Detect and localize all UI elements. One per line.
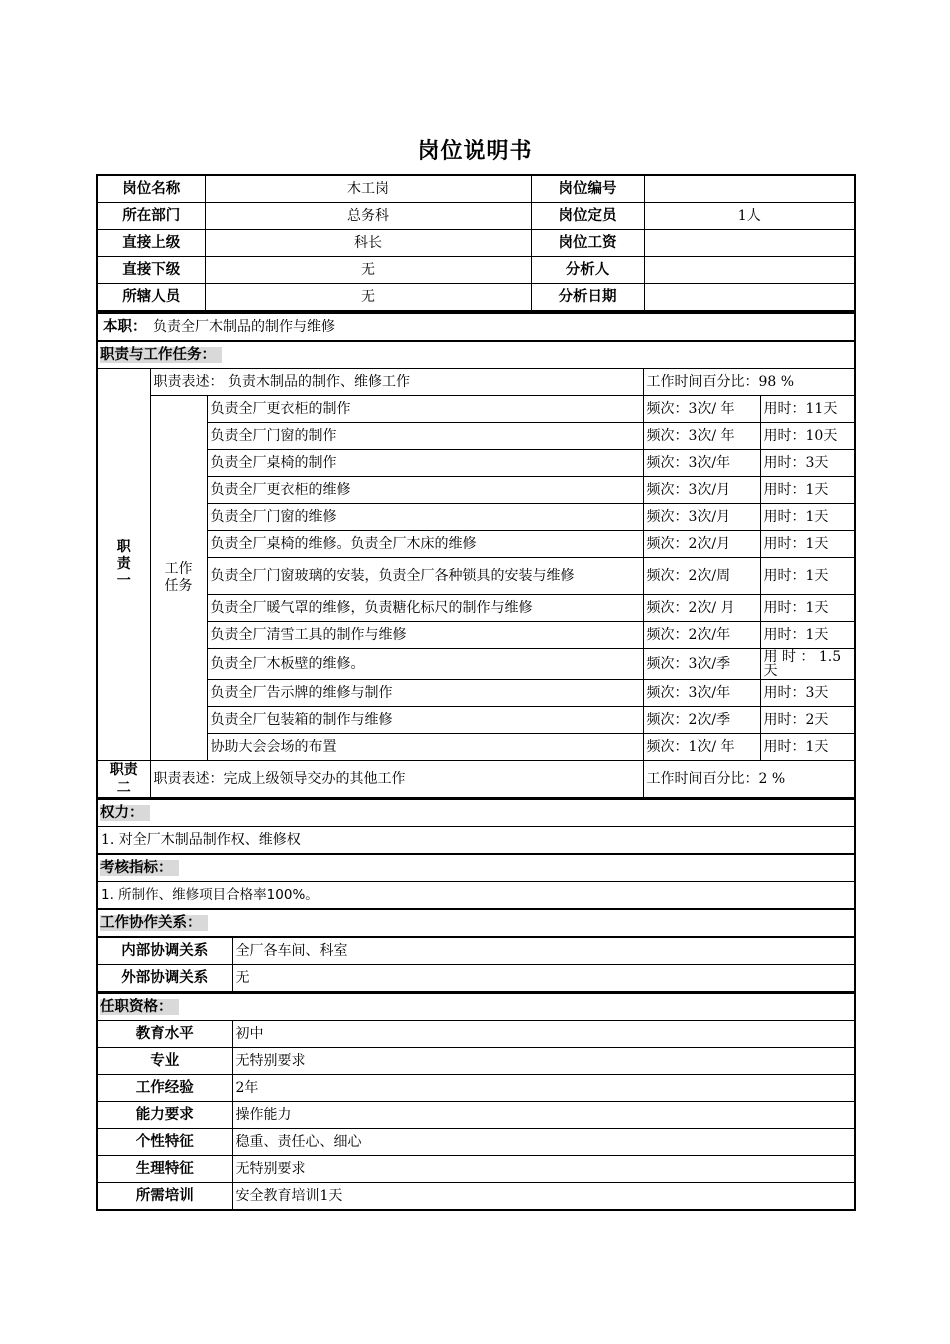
task-frequency: 频次：2次/ 月 bbox=[643, 595, 760, 622]
kpi-label: 考核指标： bbox=[100, 860, 179, 876]
basic-info-row bbox=[97, 230, 855, 257]
duty-label: 本职： bbox=[103, 319, 147, 335]
qualification-row bbox=[97, 1129, 855, 1156]
responsibility-table bbox=[96, 312, 856, 798]
task-time: 用时：11天 bbox=[760, 396, 855, 423]
relation-value: 全厂各车间、科室 bbox=[232, 938, 855, 965]
task-frequency: 频次：3次/年 bbox=[643, 680, 760, 707]
basic-value bbox=[644, 284, 855, 312]
qualification-row bbox=[97, 1075, 855, 1102]
basic-info-row bbox=[97, 284, 855, 312]
task-time: 用时：1天 bbox=[760, 595, 855, 622]
qualification-label: 任职资格： bbox=[100, 999, 179, 1015]
basic-value: 无 bbox=[205, 284, 531, 312]
relations-section-header bbox=[97, 909, 855, 937]
tasks-section-header bbox=[97, 341, 855, 369]
task-text: 负责全厂木板壁的维修。 bbox=[207, 649, 643, 680]
task-row bbox=[97, 450, 855, 477]
task-frequency: 频次：3次/ 年 bbox=[643, 396, 760, 423]
basic-info-table bbox=[96, 174, 856, 312]
task-time: 用时：3天 bbox=[760, 450, 855, 477]
basic-value: 1人 bbox=[644, 203, 855, 230]
qualification-label-cell: 工作经验 bbox=[97, 1075, 232, 1102]
qualification-label-cell: 所需培训 bbox=[97, 1183, 232, 1211]
task-text: 负责全厂包装箱的制作与维修 bbox=[207, 707, 643, 734]
resp2-row bbox=[97, 761, 855, 798]
qualification-row bbox=[97, 1048, 855, 1075]
basic-value bbox=[644, 257, 855, 284]
qualification-label-cell: 教育水平 bbox=[97, 1021, 232, 1048]
qualification-value: 2年 bbox=[232, 1075, 855, 1102]
qualification-value: 无特别要求 bbox=[232, 1048, 855, 1075]
basic-value: 科长 bbox=[205, 230, 531, 257]
task-row bbox=[97, 707, 855, 734]
job-description-form bbox=[96, 174, 854, 1211]
task-time: 用时：1天 bbox=[760, 477, 855, 504]
task-row bbox=[97, 558, 855, 595]
task-row bbox=[97, 622, 855, 649]
task-row bbox=[97, 734, 855, 761]
task-time: 用时：1天 bbox=[760, 531, 855, 558]
authority-kpi-table bbox=[96, 798, 856, 937]
basic-label: 岗位工资 bbox=[531, 230, 644, 257]
task-frequency: 频次：3次/月 bbox=[643, 504, 760, 531]
task-frequency: 频次：1次/ 年 bbox=[643, 734, 760, 761]
basic-info-row bbox=[97, 203, 855, 230]
task-text: 负责全厂桌椅的维修。负责全厂木床的维修 bbox=[207, 531, 643, 558]
task-label: 工作 任务 bbox=[150, 396, 207, 761]
qualification-label-cell: 能力要求 bbox=[97, 1102, 232, 1129]
basic-label: 直接上级 bbox=[97, 230, 205, 257]
task-text: 负责全厂桌椅的制作 bbox=[207, 450, 643, 477]
resp2-pct: 工作时间百分比：2 % bbox=[643, 761, 855, 798]
qualification-row bbox=[97, 1102, 855, 1129]
qualification-value: 安全教育培训1天 bbox=[232, 1183, 855, 1211]
basic-info-row bbox=[97, 257, 855, 284]
basic-label: 岗位名称 bbox=[97, 175, 205, 203]
basic-label: 直接下级 bbox=[97, 257, 205, 284]
authority-text: 1. 对全厂木制品制作权、维修权 bbox=[97, 827, 855, 855]
resp2-desc: 职责表述：完成上级领导交办的其他工作 bbox=[150, 761, 643, 798]
task-row bbox=[97, 595, 855, 622]
qualification-label-cell: 生理特征 bbox=[97, 1156, 232, 1183]
task-row bbox=[97, 477, 855, 504]
task-text: 负责全厂暖气罩的维修，负责糖化标尺的制作与维修 bbox=[207, 595, 643, 622]
basic-value: 总务科 bbox=[205, 203, 531, 230]
basic-value bbox=[644, 230, 855, 257]
relation-value: 无 bbox=[232, 965, 855, 992]
task-text: 负责全厂更衣柜的维修 bbox=[207, 477, 643, 504]
relation-row bbox=[97, 965, 855, 992]
resp1-desc: 职责表述： 负责木制品的制作、维修工作 bbox=[150, 369, 643, 396]
task-frequency: 频次：3次/月 bbox=[643, 477, 760, 504]
qualification-row bbox=[97, 1021, 855, 1048]
task-text: 负责全厂告示牌的维修与制作 bbox=[207, 680, 643, 707]
authority-section-header bbox=[97, 799, 855, 827]
qualification-value: 操作能力 bbox=[232, 1102, 855, 1129]
task-frequency: 频次：2次/季 bbox=[643, 707, 760, 734]
task-time: 用时：1天 bbox=[760, 504, 855, 531]
basic-value: 木工岗 bbox=[205, 175, 531, 203]
task-frequency: 频次：3次/ 年 bbox=[643, 423, 760, 450]
task-time: 用时：1天 bbox=[760, 734, 855, 761]
qualification-section-header bbox=[97, 993, 855, 1021]
relations-table bbox=[96, 937, 856, 992]
task-row bbox=[97, 504, 855, 531]
task-frequency: 频次：3次/年 bbox=[643, 450, 760, 477]
resp1-pct: 工作时间百分比：98 % bbox=[643, 369, 855, 396]
task-frequency: 频次：2次/年 bbox=[643, 622, 760, 649]
basic-label: 所辖人员 bbox=[97, 284, 205, 312]
qualification-table bbox=[96, 992, 856, 1211]
kpi-text: 1. 所制作、维修项目合格率100%。 bbox=[97, 882, 855, 910]
task-row bbox=[97, 396, 855, 423]
page-title: 岗位说明书 bbox=[417, 139, 533, 164]
task-row bbox=[97, 680, 855, 707]
resp1-desc-row bbox=[97, 369, 855, 396]
relation-label: 外部协调关系 bbox=[97, 965, 232, 992]
authority-label: 权力： bbox=[100, 805, 150, 821]
task-time: 用时：1天 bbox=[760, 622, 855, 649]
qualification-label-cell: 个性特征 bbox=[97, 1129, 232, 1156]
relation-label: 内部协调关系 bbox=[97, 938, 232, 965]
tasks-header-label: 职责与工作任务： bbox=[100, 347, 222, 363]
basic-value bbox=[644, 175, 855, 203]
basic-label: 岗位定员 bbox=[531, 203, 644, 230]
task-text: 负责全厂门窗玻璃的安装，负责全厂各种锁具的安装与维修 bbox=[207, 558, 643, 595]
task-text: 负责全厂清雪工具的制作与维修 bbox=[207, 622, 643, 649]
task-row bbox=[97, 423, 855, 450]
duty-text: 负责全厂木制品的制作与维修 bbox=[152, 319, 335, 335]
qualification-row bbox=[97, 1156, 855, 1183]
duty-row bbox=[97, 313, 855, 341]
basic-label: 所在部门 bbox=[97, 203, 205, 230]
task-text: 负责全厂门窗的制作 bbox=[207, 423, 643, 450]
qualification-value: 初中 bbox=[232, 1021, 855, 1048]
task-text: 负责全厂更衣柜的制作 bbox=[207, 396, 643, 423]
task-time: 用时：10天 bbox=[760, 423, 855, 450]
kpi-section-header bbox=[97, 854, 855, 882]
task-time: 用时：2天 bbox=[760, 707, 855, 734]
task-time: 用时：3天 bbox=[760, 680, 855, 707]
basic-label: 岗位编号 bbox=[531, 175, 644, 203]
task-row bbox=[97, 531, 855, 558]
basic-value: 无 bbox=[205, 257, 531, 284]
qualification-row bbox=[97, 1183, 855, 1211]
resp1-label: 职 责 一 bbox=[97, 369, 150, 761]
basic-label: 分析人 bbox=[531, 257, 644, 284]
basic-label: 分析日期 bbox=[531, 284, 644, 312]
resp2-label: 职责 二 bbox=[97, 761, 150, 798]
task-time: 用 时 ： 1.5天 bbox=[760, 649, 855, 680]
task-frequency: 频次：2次/周 bbox=[643, 558, 760, 595]
task-time: 用时：1天 bbox=[760, 558, 855, 595]
qualification-label-cell: 专业 bbox=[97, 1048, 232, 1075]
relations-label: 工作协作关系： bbox=[100, 915, 208, 931]
task-text: 协助大会会场的布置 bbox=[207, 734, 643, 761]
task-text: 负责全厂门窗的维修 bbox=[207, 504, 643, 531]
task-frequency: 频次：3次/季 bbox=[643, 649, 760, 680]
basic-info-row bbox=[97, 175, 855, 203]
qualification-value: 稳重、责任心、细心 bbox=[232, 1129, 855, 1156]
qualification-value: 无特别要求 bbox=[232, 1156, 855, 1183]
task-row bbox=[97, 649, 855, 680]
task-frequency: 频次：2次/月 bbox=[643, 531, 760, 558]
relation-row bbox=[97, 938, 855, 965]
